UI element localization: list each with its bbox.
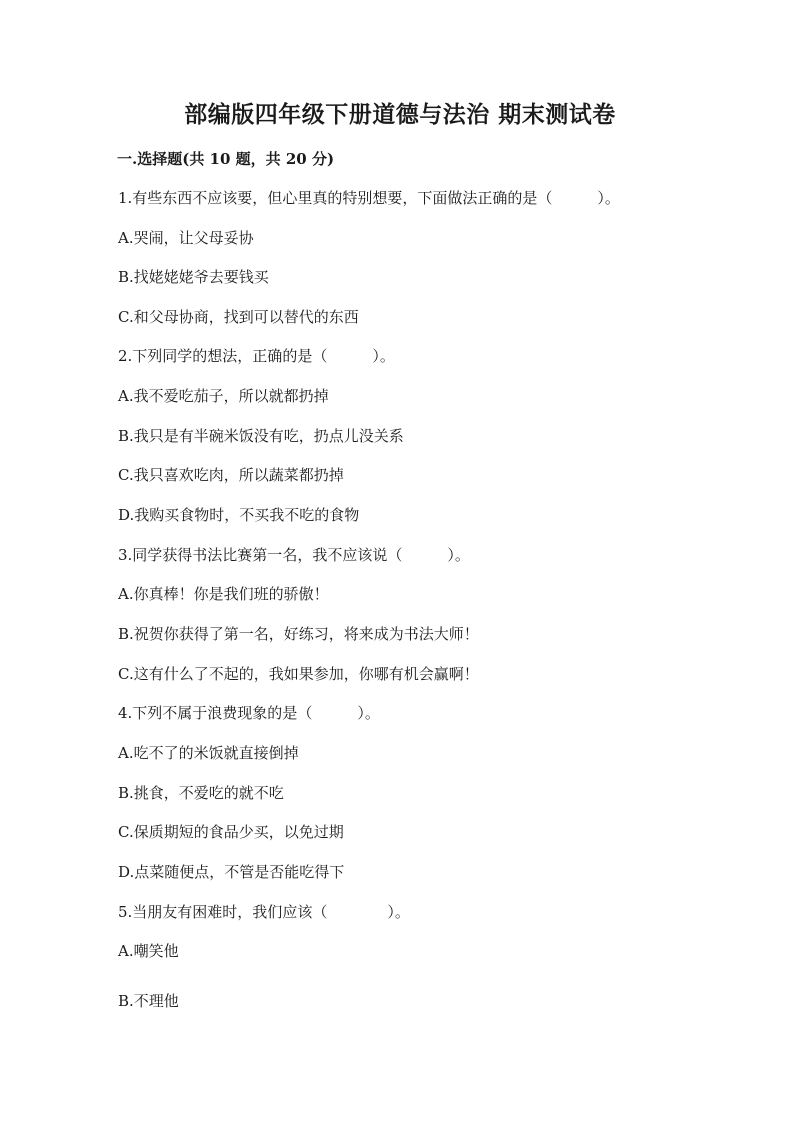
option-1b: B.找姥姥姥爷去要钱买 [118, 268, 269, 286]
option-4d: D.点菜随便点，不管是否能吃得下 [118, 863, 345, 881]
question-4: 4.下列不属于浪费现象的是（ ）。 [118, 704, 380, 722]
option-5b: B.不理他 [118, 992, 179, 1010]
option-2d: D.我购买食物时，不买我不吃的食物 [118, 506, 360, 524]
option-4a: A.吃不了的米饭就直接倒掉 [118, 744, 299, 762]
option-3a: A.你真棒！你是我们班的骄傲！ [118, 585, 329, 603]
option-3b: B.祝贺你获得了第一名，好练习，将来成为书法大师！ [118, 625, 479, 643]
option-2c: C.我只喜欢吃肉，所以蔬菜都扔掉 [118, 466, 344, 484]
option-5a: A.嘲笑他 [118, 942, 179, 960]
option-1a: A.哭闹，让父母妥协 [118, 229, 254, 247]
option-3c: C.这有什么了不起的，我如果参加，你哪有机会赢啊！ [118, 665, 479, 683]
section-heading: 一.选择题(共 10 题，共 20 分) [117, 150, 335, 168]
question-2: 2.下列同学的想法，正确的是（ ）。 [118, 347, 395, 365]
question-3: 3.同学获得书法比赛第一名，我不应该说（ ）。 [118, 546, 470, 564]
option-2a: A.我不爱吃茄子，所以就都扔掉 [118, 387, 329, 405]
option-4c: C.保质期短的食品少买，以免过期 [118, 823, 344, 841]
option-4b: B.挑食，不爱吃的就不吃 [118, 784, 284, 802]
option-1c: C.和父母协商，找到可以替代的东西 [118, 308, 359, 326]
page-title: 部编版四年级下册道德与法治 期末测试卷 [184, 101, 616, 128]
question-5: 5.当朋友有困难时，我们应该（ ）。 [118, 903, 410, 921]
option-2b: B.我只是有半碗米饭没有吃，扔点儿没关系 [118, 427, 404, 445]
question-1: 1.有些东西不应该要，但心里真的特别想要，下面做法正确的是（ ）。 [118, 189, 620, 207]
